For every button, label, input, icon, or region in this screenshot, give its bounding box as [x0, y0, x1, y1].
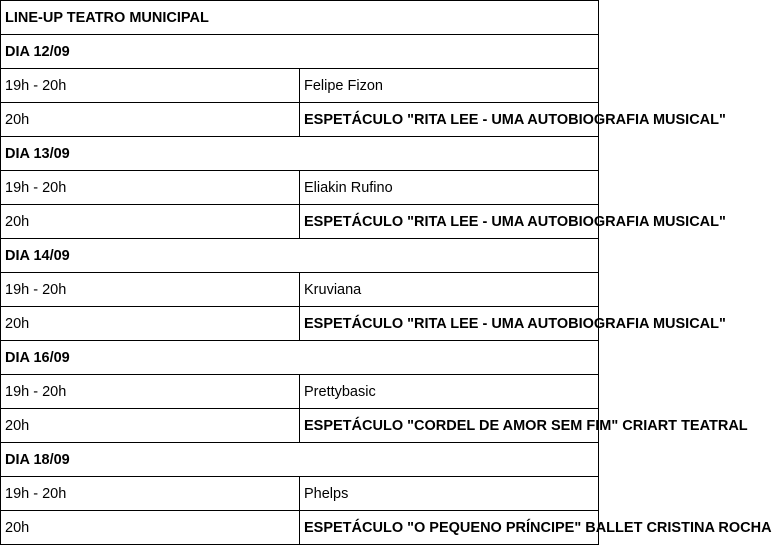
day-label: DIA 18/09 — [1, 443, 599, 477]
slot-time: 20h — [1, 409, 300, 443]
lineup-table-body — [1, 1, 772, 545]
day-label: DIA 12/09 — [1, 35, 599, 69]
slot-act: Kruviana — [300, 273, 599, 307]
slot-act: ESPETÁCULO "RITA LEE - UMA AUTOBIOGRAFIA MUSICAL" — [300, 205, 599, 239]
slot-time: 19h - 20h — [1, 477, 300, 511]
slot-act: Prettybasic — [300, 375, 599, 409]
slot-row — [1, 273, 599, 307]
slot-row — [1, 171, 599, 205]
slot-time: 19h - 20h — [1, 273, 300, 307]
slot-time: 19h - 20h — [1, 171, 300, 205]
slot-act: ESPETÁCULO "RITA LEE - UMA AUTOBIOGRAFIA MUSICAL" — [300, 103, 599, 137]
slot-act: Phelps — [300, 477, 599, 511]
slot-act: ESPETÁCULO "RITA LEE - UMA AUTOBIOGRAFIA MUSICAL" — [300, 307, 599, 341]
slot-row — [1, 511, 599, 545]
slot-row — [1, 103, 599, 137]
table-title: LINE-UP TEATRO MUNICIPAL — [1, 1, 599, 35]
slot-row — [1, 375, 599, 409]
slot-time: 20h — [1, 205, 300, 239]
slot-time: 20h — [1, 103, 300, 137]
day-header-row — [1, 443, 599, 477]
slot-act: ESPETÁCULO "O PEQUENO PRÍNCIPE" BALLET CRISTINA ROCHA — [300, 511, 599, 545]
slot-row — [1, 205, 599, 239]
day-label: DIA 13/09 — [1, 137, 599, 171]
slot-time: 19h - 20h — [1, 375, 300, 409]
day-label: DIA 16/09 — [1, 341, 599, 375]
slot-time: 19h - 20h — [1, 69, 300, 103]
slot-row — [1, 307, 599, 341]
slot-row — [1, 409, 599, 443]
slot-time: 20h — [1, 307, 300, 341]
day-header-row — [1, 137, 599, 171]
slot-act: ESPETÁCULO "CORDEL DE AMOR SEM FIM" CRIART TEATRAL — [300, 409, 599, 443]
slot-row — [1, 477, 599, 511]
slot-row — [1, 69, 599, 103]
slot-time: 20h — [1, 511, 300, 545]
day-label: DIA 14/09 — [1, 239, 599, 273]
slot-act: Felipe Fizon — [300, 69, 599, 103]
day-header-row — [1, 239, 599, 273]
title-row — [1, 1, 599, 35]
slot-act: Eliakin Rufino — [300, 171, 599, 205]
day-header-row — [1, 35, 599, 69]
day-header-row — [1, 341, 599, 375]
